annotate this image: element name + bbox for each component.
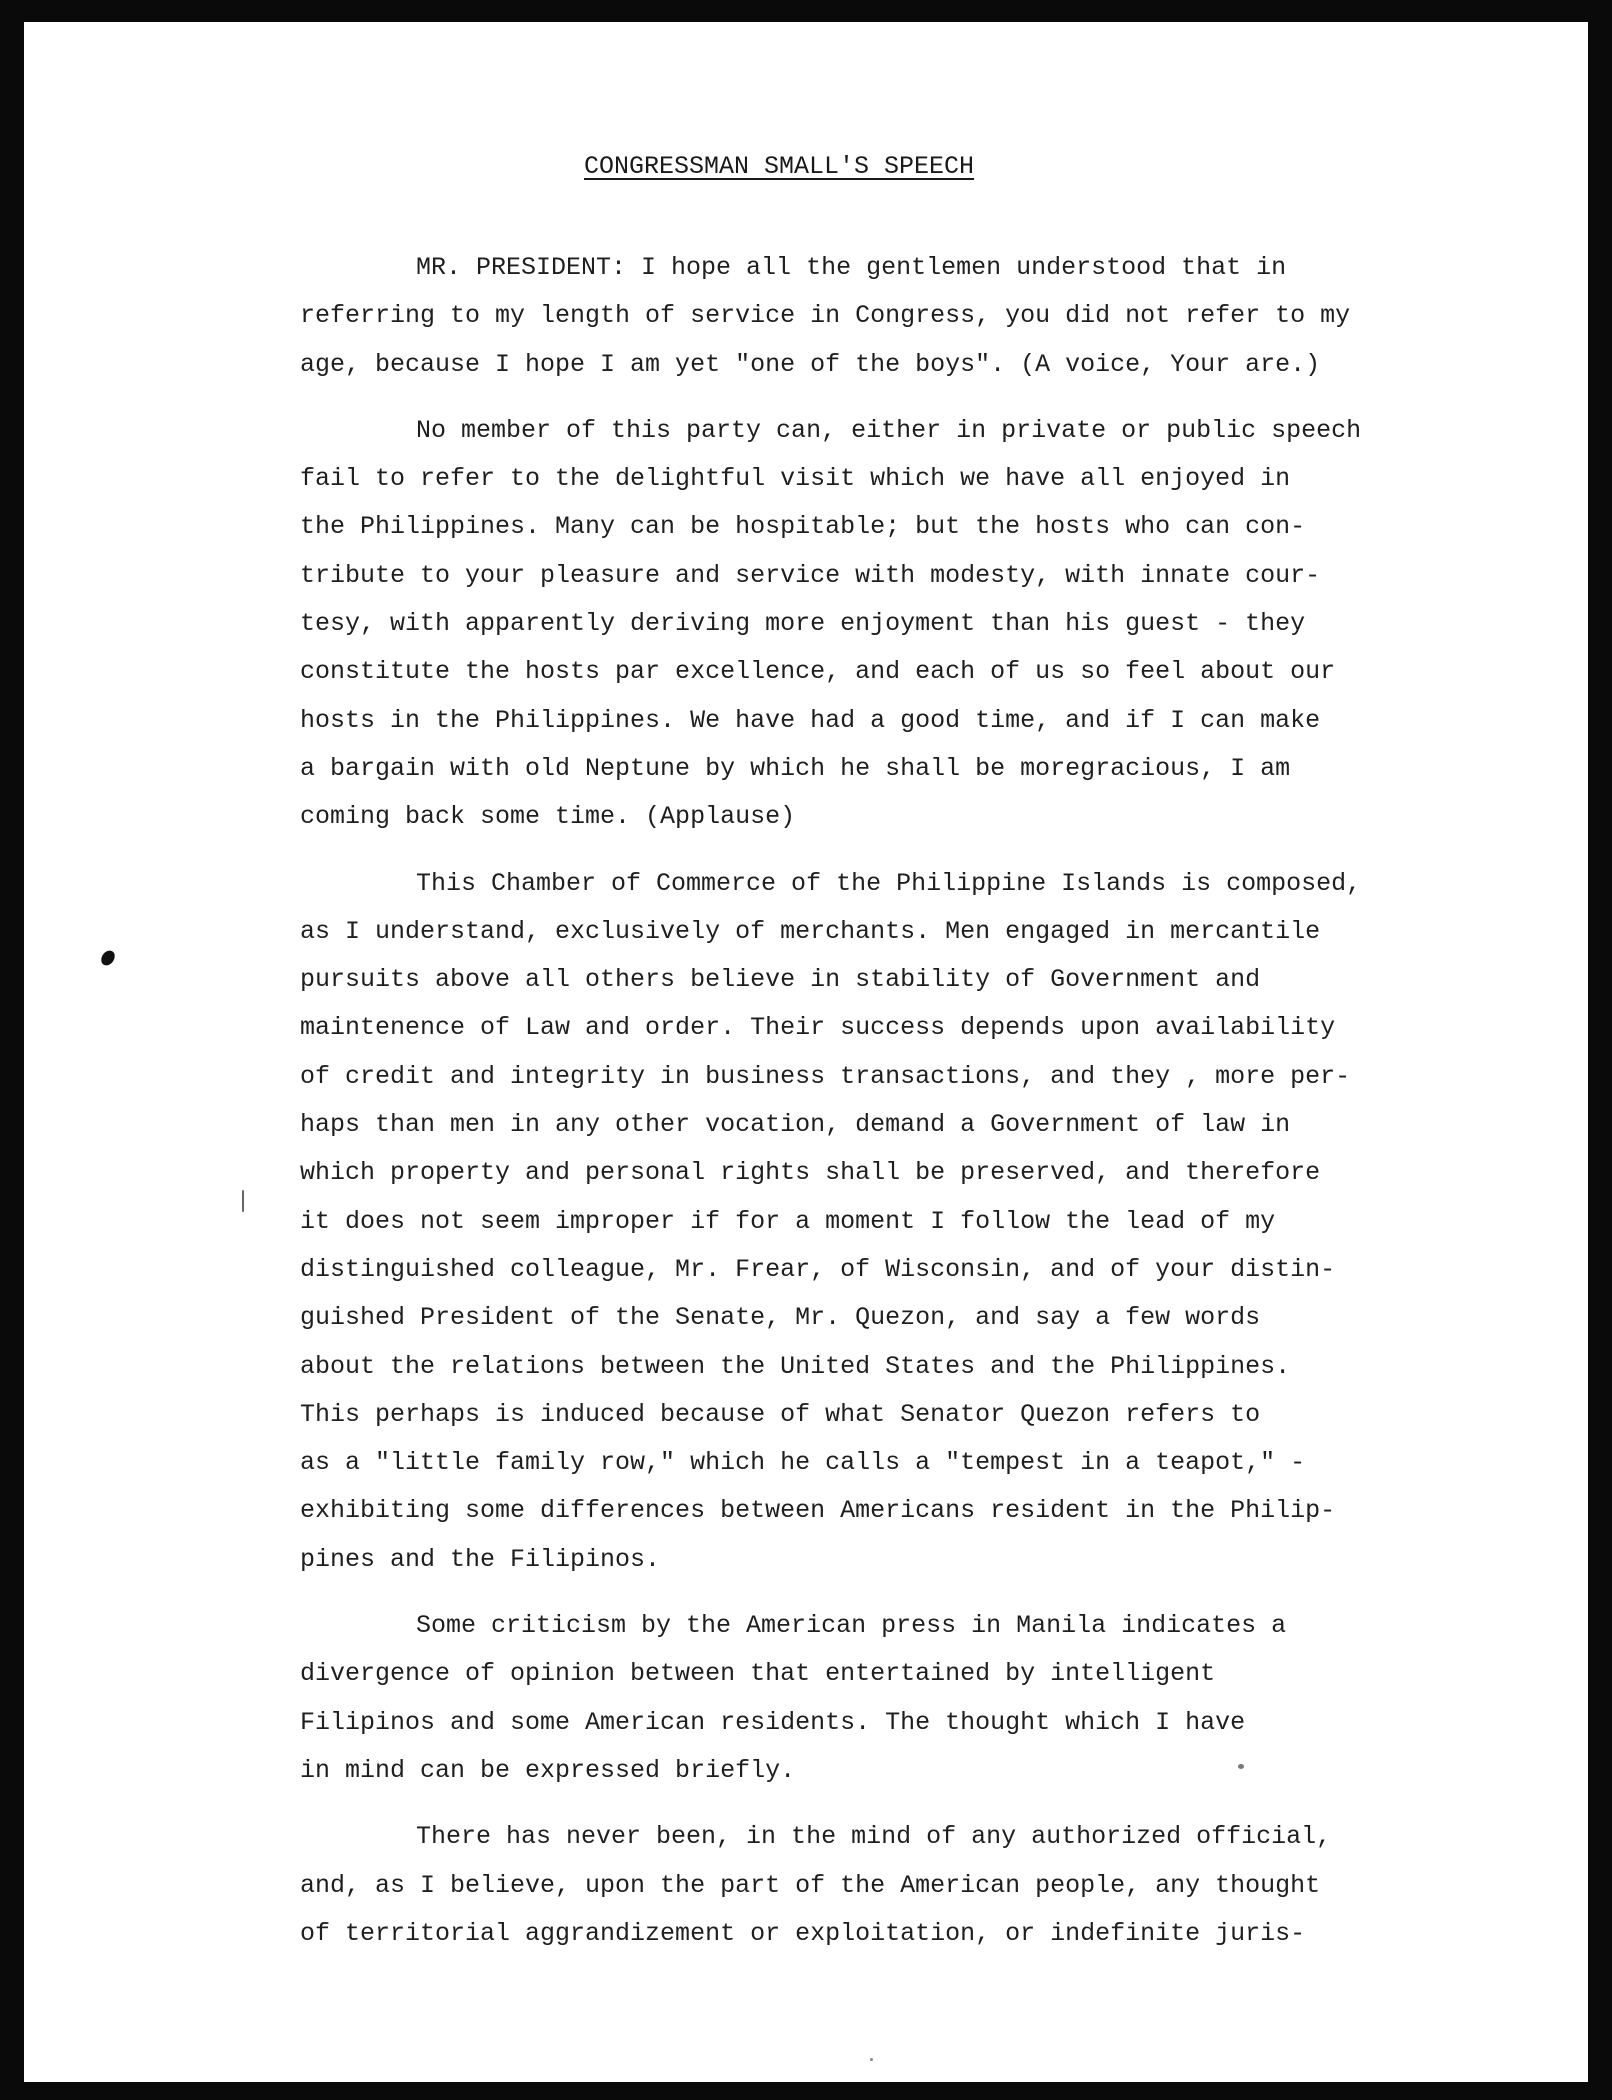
document-page [24,22,1588,2082]
text-line: divergence of opinion between that entertained by intelligent [300,1659,1216,1689]
text-line: No member of this party can, either in private or public speech [416,415,1362,445]
paragraph-4 [300,1602,1470,1795]
text-line: fail to refer to the delightful visit which we have all enjoyed in [300,464,1291,494]
paragraph-3 [300,860,1470,1584]
paragraph-1 [300,244,1470,389]
text-line: tribute to your pleasure and service with modesty, with innate cour- [300,560,1321,590]
text-line: distinguished colleague, Mr. Frear, of Wisconsin, and of your distin- [300,1254,1336,1284]
text-line: MR. PRESIDENT: I hope all the gentlemen understood that in [416,253,1287,282]
text-line: which property and personal rights shall be preserved, and therefore [300,1158,1321,1188]
text-line: There has never been, in the mind of any authorized official, [416,1822,1332,1852]
text-line: exhibiting some differences between Americans resident in the Philip- [300,1496,1336,1526]
text-line: haps than men in any other vocation, demand a Government of law in [300,1110,1291,1140]
text-line: tesy, with apparently deriving more enjoyment than his guest - they [300,609,1306,639]
text-line: coming back some time. (Applause) [300,802,796,832]
text-line: about the relations between the United States and the Philippines. [300,1351,1291,1381]
ink-speck [870,2058,873,2061]
text-line: age, because I hope I am yet "one of the boys". (A voice, Your are.) [300,349,1321,379]
text-line: of credit and integrity in business transactions, and they , more per- [300,1061,1351,1091]
text-line: pursuits above all others believe in stability of Government and [300,965,1261,995]
text-line: This perhaps is induced because of what Senator Quezon refers to [300,1399,1261,1429]
paragraph-5 [300,1813,1470,1958]
text-line: as a "little family row," which he calls a "tempest in a teapot," - [300,1448,1306,1478]
speech-body [300,244,1470,1976]
text-line: and, as I believe, upon the part of the American people, any thought [300,1870,1321,1900]
text-line: This Chamber of Commerce of the Philippine Islands is composed, [416,868,1362,898]
ink-speck [242,1190,244,1212]
text-line: Filipinos and some American residents. The thought which I have [300,1707,1246,1737]
ink-blot [98,948,117,968]
text-line: referring to my length of service in Congress, you did not refer to my [300,301,1351,331]
text-line: hosts in the Philippines. We have had a good time, and if I can make [300,705,1321,735]
text-line: the Philippines. Many can be hospitable; but the hosts who can con- [300,512,1306,542]
text-line: a bargain with old Neptune by which he shall be moregracious, I am [300,753,1291,783]
text-line: pines and the Filipinos. [300,1544,661,1574]
document-title: CONGRESSMAN SMALL'S SPEECH [584,152,975,181]
text-line: maintenence of Law and order. Their success depends upon availability [300,1013,1336,1043]
text-line: as I understand, exclusively of merchants. Men engaged in mercantile [300,916,1321,946]
text-line: it does not seem improper if for a moment I follow the lead of my [300,1206,1276,1236]
text-line: Some criticism by the American press in Manila indicates a [416,1611,1287,1641]
text-line: guished President of the Senate, Mr. Quezon, and say a few words [300,1303,1261,1333]
text-line: of territorial aggrandizement or exploitation, or indefinite juris- [300,1918,1306,1948]
paragraph-2 [300,407,1470,842]
ink-speck [1238,1764,1244,1769]
text-line: in mind can be expressed briefly. [300,1755,796,1785]
text-line: constitute the hosts par excellence, and each of us so feel about our [300,657,1336,687]
